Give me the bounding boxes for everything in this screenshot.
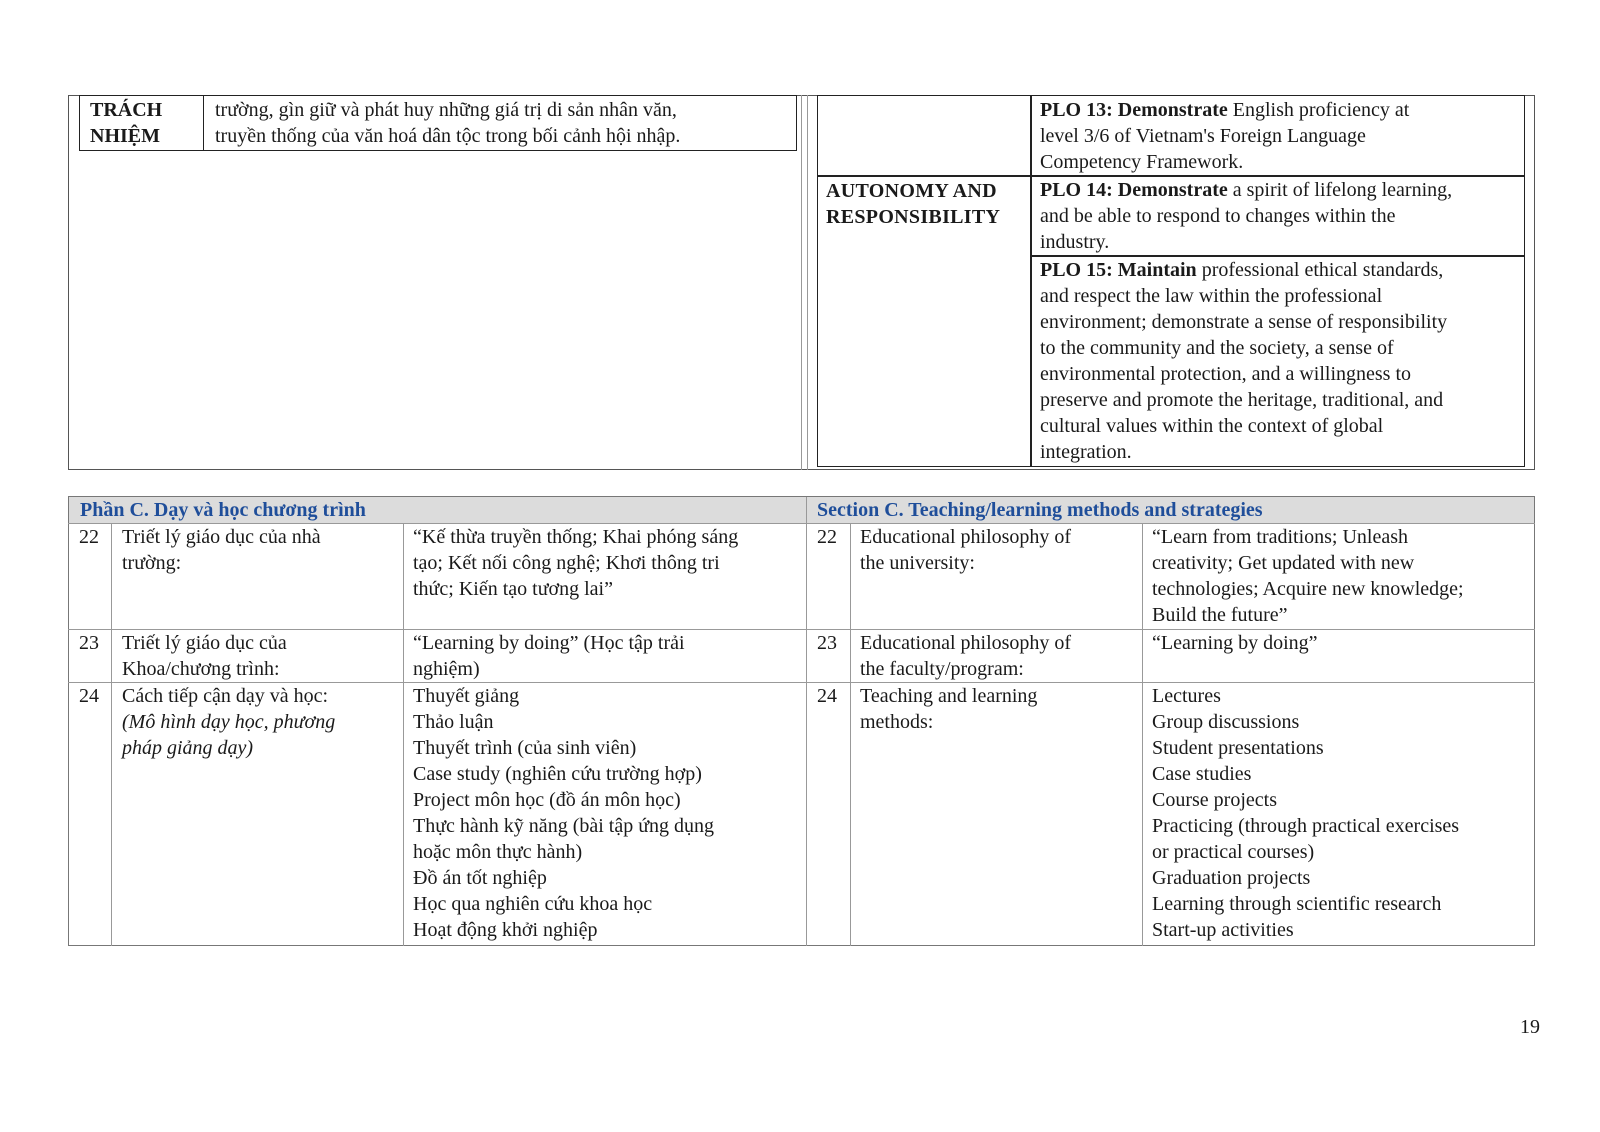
row-24-label-en: Teaching and learning methods:: [860, 685, 1038, 733]
row-23-label-vi: Triết lý giáo dục của Khoa/chương trình:: [122, 632, 287, 680]
row-23-num-en: 23: [817, 632, 837, 654]
autonomy-category: AUTONOMY AND RESPONSIBILITY: [826, 180, 1001, 228]
plo-14: PLO 14: Demonstrate a spirit of lifelong learning, and be able to respond to changes within the industry.: [1040, 179, 1453, 253]
page-number: 19: [1520, 1016, 1540, 1038]
row-23-num-vi: 23: [79, 632, 99, 654]
row-24-num-vi: 24: [79, 685, 99, 707]
row-24-num-en: 24: [817, 685, 837, 707]
plo-13: PLO 13: Demonstrate English proficiency at level 3/6 of Vietnam's Foreign Language Competency Framework.: [1040, 99, 1410, 173]
row-24-value-en: Lectures Group discussions Student presentations Case studies Course projects Practicing (through practical exercises or practical courses) Graduation projects Learning through scientific research Start-up activities: [1152, 685, 1460, 941]
section-c-heading-en: Section C. Teaching/learning methods and strategies: [806, 497, 1534, 523]
row-22-num-vi: 22: [79, 526, 99, 548]
row-22-label-vi: Triết lý giáo dục của nhà trường:: [122, 526, 321, 574]
row-22-num-en: 22: [817, 526, 837, 548]
responsibility-vi-label: TRÁCH NHIỆM: [90, 99, 163, 147]
row-23-value-en: “Learning by doing”: [1152, 632, 1318, 654]
plo-15: PLO 15: Maintain professional ethical standards, and respect the law within the professional environment; demonstrate a sense of responsibility to the community and the society, a sense of environmental protection, and a willingness to preserve and promote the heritage, traditional, and cultural values within the context of global integration.: [1040, 259, 1448, 463]
row-22-label-en: Educational philosophy of the university:: [860, 526, 1072, 574]
section-c-heading-vi: Phần C. Dạy và học chương trình: [69, 497, 806, 523]
row-23-label-en: Educational philosophy of the faculty/program:: [860, 632, 1072, 680]
row-23-value-vi: “Learning by doing” (Học tập trải nghiệm): [413, 632, 685, 680]
row-24-value-vi: Thuyết giảng Thảo luận Thuyết trình (của sinh viên) Case study (nghiên cứu trường hợp) Project môn học (đồ án môn học) Thực hành kỹ năng (bài tập ứng dụng hoặc môn thực hành) Đồ án tốt nghiệp Học qua nghiên cứu khoa học Hoạt động khởi nghiệp: [413, 685, 715, 941]
row-22-value-en: “Learn from traditions; Unleash creativity; Get updated with new technologies; Acquire new knowledge; Build the future”: [1152, 526, 1464, 626]
responsibility-vi-text: trường, gìn giữ và phát huy những giá trị di sản nhân văn, truyền thống của văn hoá dân tộc trong bối cảnh hội nhập.: [215, 99, 681, 147]
row-22-value-vi: “Kế thừa truyền thống; Khai phóng sáng tạo; Kết nối công nghệ; Khơi thông tri thức; Kiến tạo tương lai”: [413, 526, 739, 600]
row-24-label-vi: Cách tiếp cận dạy và học: (Mô hình dạy học, phương pháp giảng dạy): [122, 685, 336, 759]
